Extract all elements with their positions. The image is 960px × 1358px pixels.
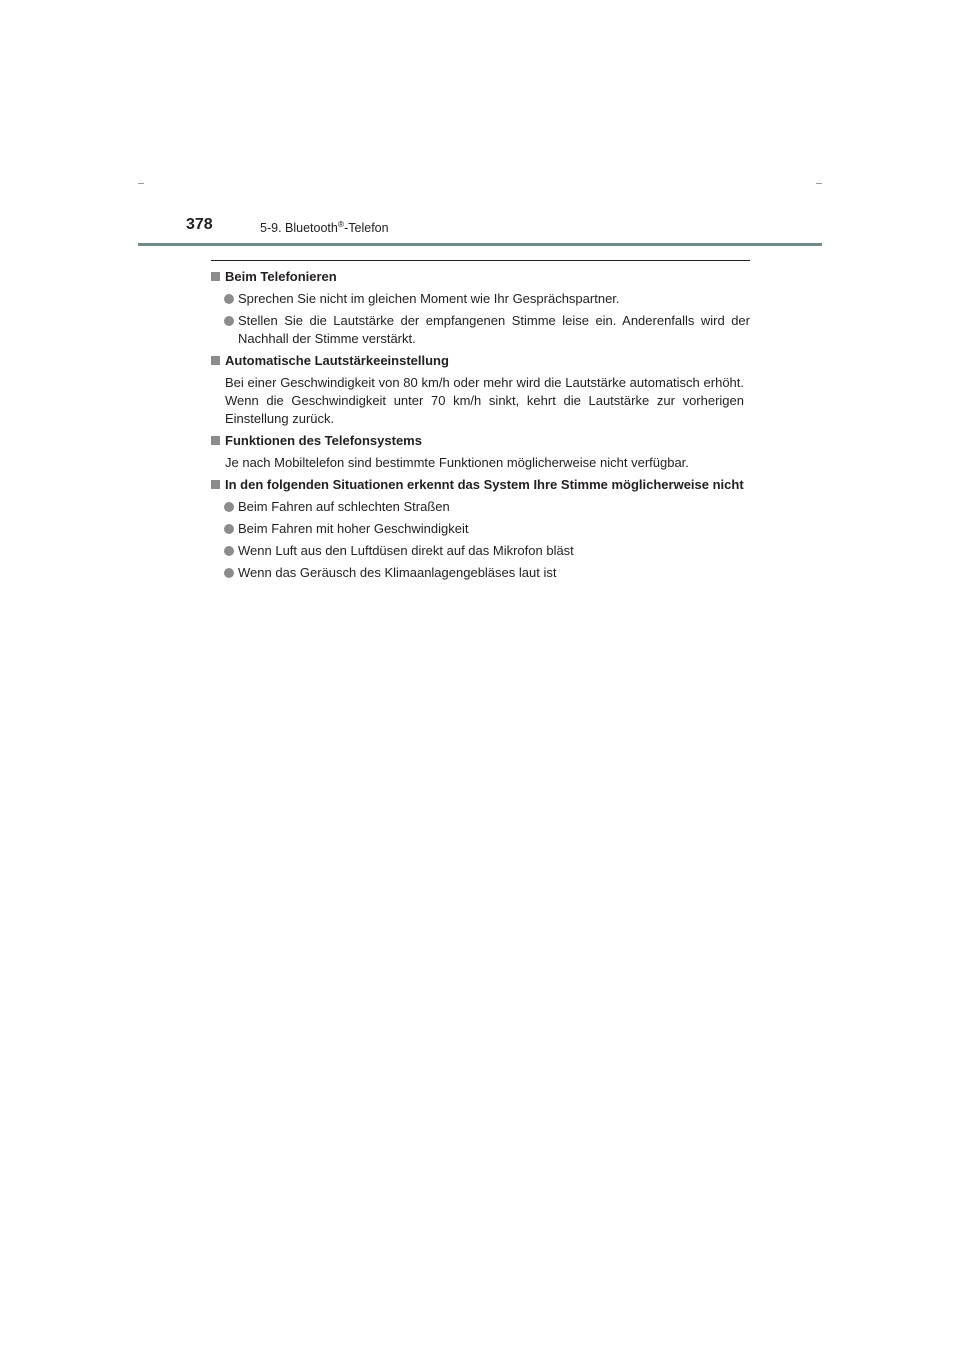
round-bullet-icon <box>224 524 234 534</box>
list-item <box>211 290 750 308</box>
page-number: 378 <box>186 216 213 233</box>
square-bullet-icon <box>211 436 220 445</box>
list-item <box>211 312 750 348</box>
round-bullet-icon <box>224 568 234 578</box>
section-heading <box>211 268 750 286</box>
list-item-text: Beim Fahren mit hoher Geschwindigkeit <box>238 521 469 536</box>
section-heading <box>211 352 750 370</box>
list-item <box>211 520 750 538</box>
breadcrumb-tail: -Telefon <box>344 221 389 235</box>
crop-mark-left <box>138 183 144 184</box>
section-rule <box>211 260 750 261</box>
page-content <box>211 268 750 586</box>
list-item <box>211 564 750 582</box>
list-item <box>211 498 750 516</box>
registered-mark: ® <box>337 219 345 229</box>
paragraph: Je nach Mobiltelefon sind bestimmte Funktionen möglicherweise nicht verfügbar. <box>225 455 689 470</box>
list-item-text: Beim Fahren auf schlechten Straßen <box>238 499 450 514</box>
section-heading <box>211 476 750 494</box>
section-heading-text: Funktionen des Telefonsystems <box>225 433 422 448</box>
section-heading-text: Automatische Lautstärkeeinstellung <box>225 353 449 368</box>
square-bullet-icon <box>211 356 220 365</box>
round-bullet-icon <box>224 316 234 326</box>
paragraph: Bei einer Geschwindigkeit von 80 km/h oder mehr wird die Lautstärke automatisch erhöht. Wenn die Geschwindigkeit unter 70 km/h sinkt, kehrt die Lautstärke zur vorherigen Einstellung zurück. <box>225 375 744 426</box>
list-item <box>211 542 750 560</box>
round-bullet-icon <box>224 294 234 304</box>
list-item-text: Wenn das Geräusch des Klimaanlagengebläses laut ist <box>238 565 557 580</box>
section-heading-text: Beim Telefonieren <box>225 269 337 284</box>
round-bullet-icon <box>224 546 234 556</box>
square-bullet-icon <box>211 480 220 489</box>
square-bullet-icon <box>211 272 220 281</box>
header-rule <box>138 243 822 246</box>
breadcrumb-main: 5-9. Bluetooth <box>260 221 338 235</box>
round-bullet-icon <box>224 502 234 512</box>
list-item-text: Stellen Sie die Lautstärke der empfangenen Stimme leise ein. Anderenfalls wird der Nachhall der Stimme verstärkt. <box>238 313 750 346</box>
breadcrumb <box>260 221 389 235</box>
list-item-text: Wenn Luft aus den Luftdüsen direkt auf das Mikrofon bläst <box>238 543 574 558</box>
section-heading-text: In den folgenden Situationen erkennt das System Ihre Stimme möglicherweise nicht <box>225 477 744 492</box>
section-heading <box>211 432 750 450</box>
list-item-text: Sprechen Sie nicht im gleichen Moment wie Ihr Gesprächspartner. <box>238 291 620 306</box>
crop-mark-right <box>816 183 822 184</box>
